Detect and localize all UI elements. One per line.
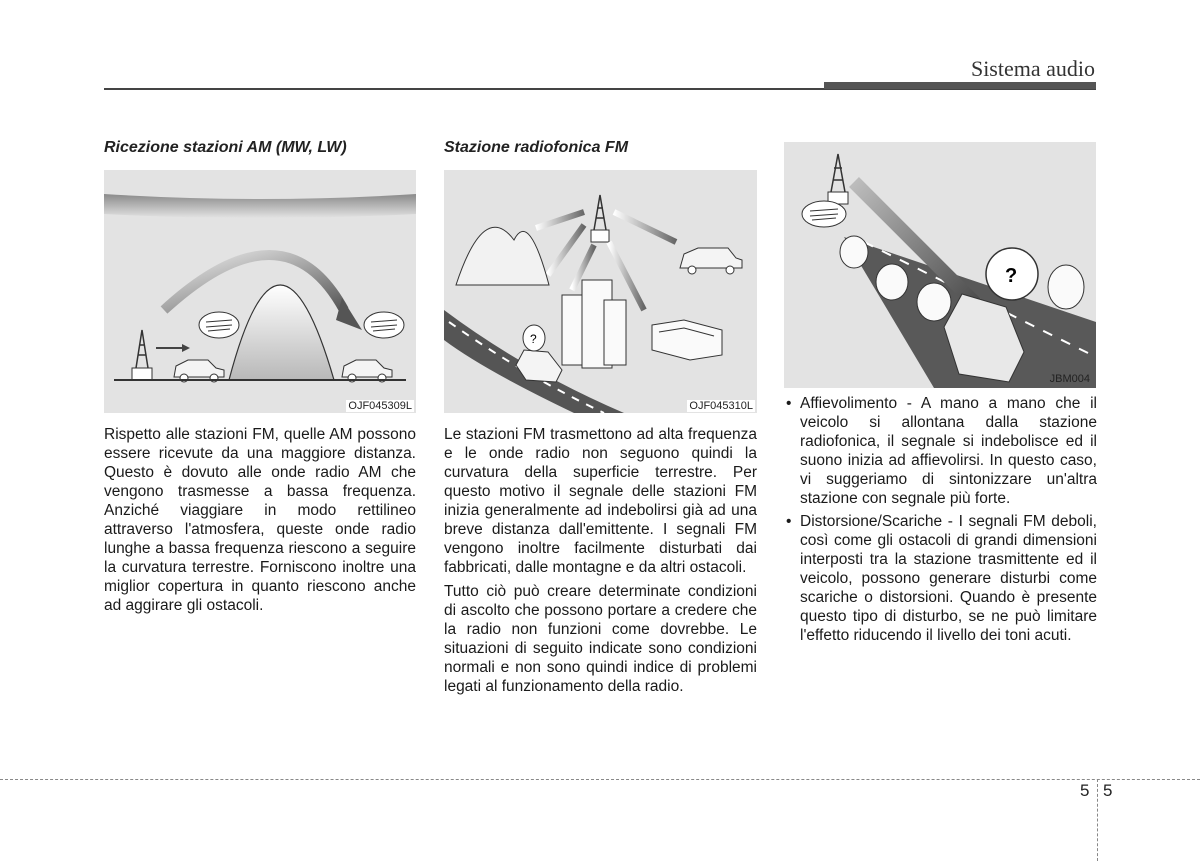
- fm-body-text: [444, 425, 757, 701]
- bullet-text: Distorsione/Scariche - I segnali FM deboli, così come gli ostacoli di grandi dimensioni interposti tra la stazione trasmittente ed il veicolo, possono generare disturbi come scariche o distorsioni. Quando è presente questo tipo di disturbo, se ne può limitare l'effetto riducendo il livello dei toni acuti.: [800, 513, 1097, 644]
- section-title-am: Ricezione stazioni AM (MW, LW): [104, 139, 347, 156]
- music-bubble-icon: [802, 201, 846, 227]
- bullet-marker: •: [786, 395, 792, 412]
- section-title-fm: Stazione radiofonica FM: [444, 139, 629, 156]
- list-item: [784, 512, 1097, 645]
- figure-code: OJF045310L: [689, 400, 753, 412]
- header-rule-accent: [824, 82, 1096, 89]
- question-bubble-icon: [986, 248, 1038, 300]
- figure-code: OJF045309L: [348, 400, 412, 412]
- radio-tower-icon: [591, 195, 609, 242]
- am-body-text: [104, 425, 416, 620]
- mountain-icon: [456, 227, 549, 285]
- am-illustration: [104, 170, 416, 413]
- page-number: 5: [1103, 781, 1113, 800]
- tunnel-icon: [652, 320, 722, 360]
- car-icon: [680, 248, 742, 274]
- buildings-icon: [562, 280, 626, 368]
- figure-code: JBM004: [1049, 373, 1090, 385]
- svg-text:?: ?: [1005, 265, 1018, 287]
- page-number-section: 5: [1080, 781, 1090, 800]
- fading-illustration: [784, 142, 1096, 388]
- paragraph: Tutto ciò può creare determinate condizioni di ascolto che possono portare a credere che la radio non funzioni come dovrebbe. Le situazioni di seguito indicate sono condizioni normali e non sono quindi indice di problemi legati al funzionamento della radio.: [444, 583, 757, 695]
- question-bubble-icon: [523, 325, 545, 351]
- bullet-marker: •: [786, 513, 792, 530]
- fm-illustration: [444, 170, 757, 413]
- list-item: [784, 394, 1097, 508]
- music-bubble-icon: [199, 312, 239, 338]
- bullet-list: [784, 394, 1097, 649]
- svg-text:?: ?: [530, 332, 537, 346]
- figure-am-reception: [104, 170, 416, 413]
- bullet-text: Affievolimento - A mano a mano che il veicolo si allontana dalla stazione radiofonica, il segnale si indebolisce ed il suono inizia ad affievolirsi. In questo caso, vi suggeriamo di sintonizzare un'altra stazione con segnale più forte.: [800, 395, 1097, 507]
- music-bubble-icon: [364, 312, 404, 338]
- figure-fm-station: [444, 170, 757, 413]
- paragraph: Rispetto alle stazioni FM, quelle AM possono essere ricevute da una maggiore distanza. Questo è dovuto alle onde radio AM che vengono trasmesse a bassa frequenza. Anziché viaggiare in modo rettilineo attraverso l'atmosfera, queste onde radio lunghe a bassa frequenza riescono a seguire la curvatura terrestre. Forniscono inoltre una miglior copertura in quanto riescono anche ad aggirare gli ostacoli.: [104, 426, 416, 614]
- footer-dashed-rule: [0, 779, 1200, 780]
- figure-fading: [784, 142, 1096, 388]
- paragraph: Le stazioni FM trasmettono ad alta frequenza e le onde radio non seguono quindi la curvatura della superficie terrestre. Per questo motivo il segnale delle stazioni FM inizia generalmente ad indebolirsi già ad una breve distanza dall'emittente. I segnali FM vengono inoltre facilmente disturbati dai fabbricati, dalle montagne e da altri ostacoli.: [444, 426, 757, 576]
- page-header-title: Sistema audio: [970, 56, 1095, 81]
- radio-tower-icon: [828, 154, 848, 204]
- fm-wave-arrow: [536, 212, 584, 228]
- footer-dashed-divider: [1097, 779, 1098, 861]
